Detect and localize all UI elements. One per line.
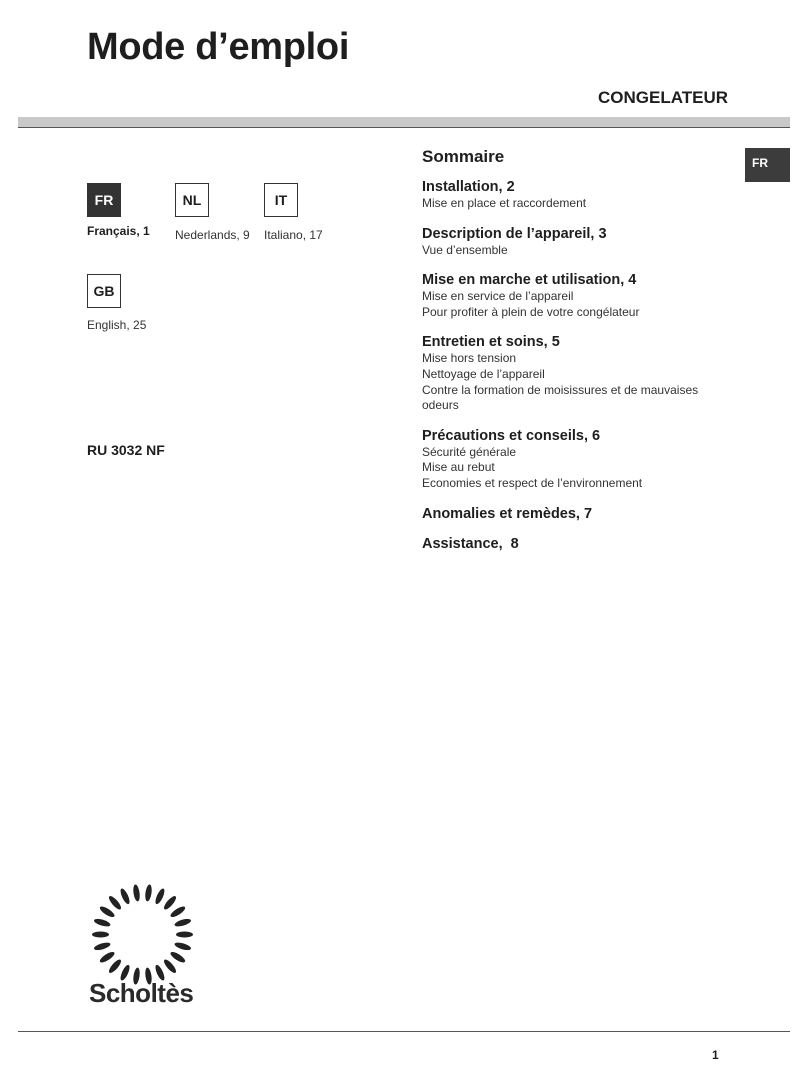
lang-label-gb[interactable]: English, 25 [87, 318, 147, 332]
language-side-tab: FR [745, 148, 790, 182]
page-title: Mode d’emploi [87, 26, 350, 68]
toc-heading[interactable]: Mise en marche et utilisation, 4 [422, 272, 637, 289]
toc-heading[interactable]: Description de l’appareil, 3 [422, 225, 607, 242]
toc-heading[interactable]: Anomalies et remèdes, 7 [422, 505, 593, 522]
footer-divider [18, 1031, 790, 1032]
toc-title: Sommaire [422, 147, 505, 166]
lang-box-it[interactable]: IT [264, 183, 298, 217]
toc-section-anomalies [422, 505, 722, 523]
lang-box-nl[interactable]: NL [175, 183, 209, 217]
model-number: RU 3032 NF [87, 442, 165, 458]
toc-item: Economies et respect de l’environnement [422, 475, 643, 490]
toc-heading[interactable]: Assistance, 8 [422, 535, 519, 552]
toc-section-mise-en-marche [422, 271, 722, 320]
lang-label-fr[interactable]: Français, 1 [87, 224, 150, 238]
toc-heading[interactable]: Entretien et soins, 5 [422, 334, 560, 351]
toc-section-precautions [422, 427, 722, 492]
toc-item: Mise hors tension [422, 351, 517, 366]
lang-label-it[interactable]: Italiano, 17 [264, 228, 323, 242]
toc-item: Nettoyage de l’appareil [422, 366, 545, 381]
product-type: CONGELATEUR [597, 88, 728, 107]
table-of-contents [422, 147, 722, 566]
toc-item: Sécurité générale [422, 444, 517, 459]
toc-heading[interactable]: Précautions et conseils, 6 [422, 427, 601, 444]
lang-label-nl[interactable]: Nederlands, 9 [175, 228, 250, 242]
toc-item: Vue d’ensemble [422, 242, 508, 257]
toc-heading[interactable]: Installation, 2 [422, 179, 515, 195]
toc-item: Contre la formation de moisissures et de mauvaises odeurs [422, 382, 699, 413]
lang-box-gb[interactable]: GB [87, 274, 121, 308]
toc-item: Pour profiter à plein de votre congélateur [422, 304, 640, 319]
brand-name: Scholtès [89, 978, 194, 1008]
header-band [18, 117, 790, 127]
toc-section-installation [422, 178, 722, 212]
toc-section-assistance [422, 535, 722, 553]
toc-item: Mise en place et raccordement [422, 196, 587, 210]
toc-section-entretien [422, 333, 722, 413]
page-number: 1 [712, 1048, 719, 1062]
toc-item: Mise en service de l’appareil [422, 289, 574, 304]
header-divider [18, 127, 790, 128]
toc-item: Mise au rebut [422, 460, 495, 475]
lang-box-fr[interactable]: FR [87, 183, 121, 217]
toc-section-description [422, 225, 722, 259]
